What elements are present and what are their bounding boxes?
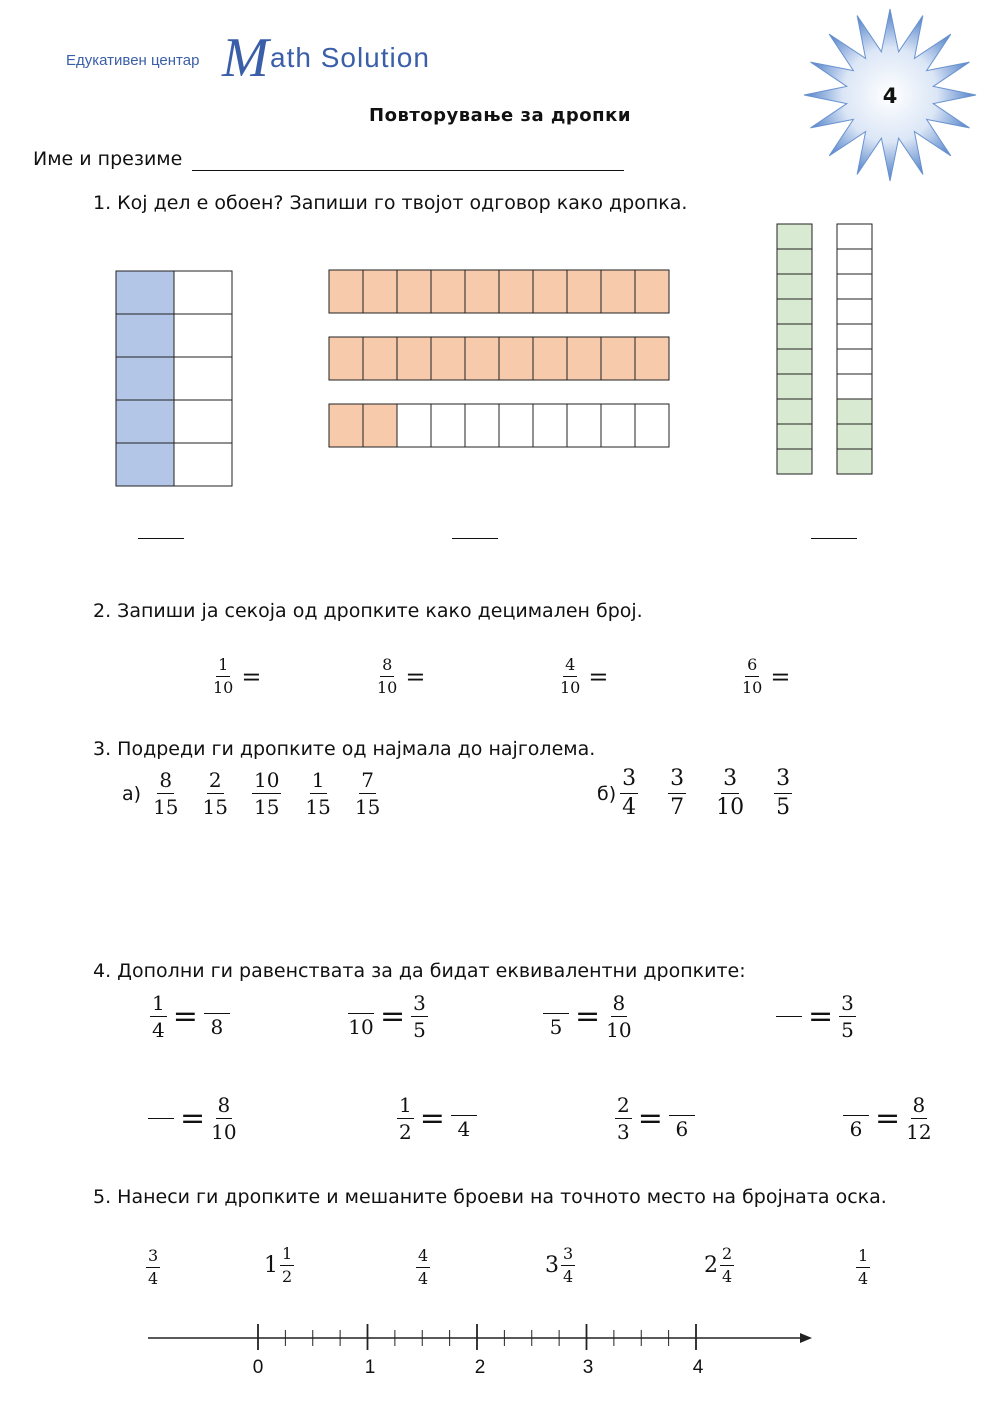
- fraction: $\frac{3}{4}$: [148, 1246, 159, 1288]
- center-label: Едукативен центар: [66, 52, 200, 69]
- answer-line-3[interactable]: [811, 538, 857, 539]
- equals-sign: =: [770, 662, 791, 691]
- equals-sign: =: [380, 999, 406, 1034]
- order-set-b: [597, 768, 792, 819]
- fraction: $\frac{3}{7}$: [670, 766, 685, 820]
- number-item-2[interactable]: [264, 1246, 294, 1285]
- fraction: $\frac{8}{10}$: [377, 655, 398, 697]
- fraction: $\frac{3}{5}$: [776, 766, 791, 820]
- grid-cell: [533, 404, 567, 447]
- fraction: $\frac{10}{15}$: [253, 768, 280, 819]
- grid-cell: [777, 449, 812, 474]
- grid-cell: [397, 270, 431, 313]
- equals-sign: =: [405, 662, 426, 691]
- fraction: $\frac{2}{15}$: [202, 768, 228, 819]
- grid-cell: [777, 374, 812, 399]
- equals-sign: =: [575, 999, 601, 1034]
- grid-cell: [567, 337, 601, 380]
- fraction: $\frac{1}{2}$: [399, 1093, 412, 1144]
- fraction-blank[interactable]: 5: [543, 996, 569, 1037]
- grid-cell: [777, 399, 812, 424]
- grid-cell: [837, 224, 872, 249]
- question-3-text: 3. Подреди ги дропките од најмала до најголема.: [93, 738, 596, 760]
- equation-8[interactable]: [843, 1095, 932, 1142]
- decimal-item-4[interactable]: [742, 657, 790, 696]
- grid-cell: [116, 271, 174, 314]
- grid-cell: [837, 424, 872, 449]
- grid-cell: [431, 270, 465, 313]
- equation-1[interactable]: [150, 993, 230, 1040]
- grid-cell: [329, 404, 363, 447]
- axis-label-4: 4: [692, 1357, 704, 1378]
- whole-part: 2: [704, 1253, 718, 1278]
- axis-label-2: 2: [474, 1357, 486, 1378]
- fraction-blank[interactable]: 4: [451, 1098, 477, 1139]
- name-label: Име и презиме: [33, 148, 183, 170]
- question-2-text: 2. Запиши ја секоја од дропките како децимален број.: [93, 600, 643, 622]
- grid-cell: [363, 404, 397, 447]
- fraction: $\frac{6}{10}$: [742, 655, 763, 697]
- question-1-text: 1. Кој дел е обоен? Запиши го твојот одговор како дропка.: [93, 192, 688, 214]
- whole-part: 3: [545, 1253, 559, 1278]
- question-5-text: 5. Нанеси ги дропките и мешаните броеви на точното место на бројната оска.: [93, 1186, 887, 1208]
- number-item-6[interactable]: [856, 1246, 870, 1287]
- grid-cell: [601, 337, 635, 380]
- equals-sign: =: [588, 662, 609, 691]
- equals-sign: =: [875, 1101, 901, 1136]
- grid-cell: [363, 270, 397, 313]
- grid-cell: [329, 270, 363, 313]
- logo-m: M: [222, 27, 269, 89]
- grid-blue: [110, 265, 240, 493]
- grid-cell: [465, 404, 499, 447]
- grid-cell: [465, 270, 499, 313]
- equals-sign: =: [808, 999, 834, 1034]
- badge-number: 4: [882, 84, 898, 108]
- number-line[interactable]: [140, 1320, 820, 1360]
- grid-cell: [397, 404, 431, 447]
- fraction: $\frac{2}{3}$: [617, 1093, 630, 1144]
- order-set-a: [122, 770, 380, 817]
- fraction-blank[interactable]: 6: [843, 1098, 869, 1139]
- fraction: $\frac{1}{4}$: [152, 991, 165, 1042]
- fraction: $\frac{1}{2}$: [282, 1244, 293, 1286]
- grid-cell: [397, 337, 431, 380]
- grid-cell: [533, 270, 567, 313]
- axis-label-1: 1: [364, 1357, 376, 1378]
- number-item-1[interactable]: [146, 1246, 160, 1287]
- grid-cell: [329, 337, 363, 380]
- decimal-item-3[interactable]: [560, 657, 608, 696]
- grid-cell: [777, 299, 812, 324]
- grid-cell: [777, 224, 812, 249]
- number-item-5[interactable]: [704, 1246, 734, 1285]
- fraction: $\frac{8}{10}$: [606, 991, 632, 1042]
- grid-cell: [499, 270, 533, 313]
- grid-cell: [431, 337, 465, 380]
- grid-cell: [837, 374, 872, 399]
- grid-cell: [777, 324, 812, 349]
- number-item-3[interactable]: [416, 1246, 430, 1287]
- equation-6[interactable]: [397, 1095, 477, 1142]
- logo-text: ath Solution: [270, 42, 430, 73]
- fraction: $\frac{8}{10}$: [211, 1093, 237, 1144]
- decimal-item-2[interactable]: [377, 657, 425, 696]
- grid-cell: [837, 449, 872, 474]
- number-item-4[interactable]: [545, 1246, 575, 1285]
- whole-part: 1: [264, 1253, 278, 1278]
- grid-cell: [116, 400, 174, 443]
- grid-cell: [635, 404, 669, 447]
- grid-cell: [777, 349, 812, 374]
- equals-sign: =: [637, 1101, 663, 1136]
- grid-cell: [635, 337, 669, 380]
- equation-7[interactable]: [615, 1095, 695, 1142]
- fraction: $\frac{4}{4}$: [418, 1246, 429, 1288]
- equation-3[interactable]: [543, 993, 632, 1040]
- fraction: $\frac{3}{4}$: [563, 1244, 574, 1286]
- grid-cell: [465, 337, 499, 380]
- answer-line-2[interactable]: [452, 538, 498, 539]
- grid-cell: [174, 271, 232, 314]
- grid-cell: [116, 443, 174, 486]
- equals-sign: =: [172, 999, 198, 1034]
- grid-cell: [567, 404, 601, 447]
- grid-cell: [777, 274, 812, 299]
- decimal-item-1[interactable]: [213, 657, 261, 696]
- fraction: $\frac{3}{5}$: [413, 991, 426, 1042]
- grid-cell: [174, 400, 232, 443]
- grid-cell: [116, 357, 174, 400]
- equals-sign: =: [180, 1101, 206, 1136]
- grid-cell: [601, 270, 635, 313]
- grid-cell: [174, 357, 232, 400]
- fraction-blank[interactable]: [776, 999, 802, 1034]
- grid-cell: [635, 270, 669, 313]
- fraction-blank[interactable]: 8: [204, 996, 230, 1037]
- grid-cell: [837, 299, 872, 324]
- grid-cell: [837, 324, 872, 349]
- grid-cell: [777, 249, 812, 274]
- fraction-blank[interactable]: 10: [348, 996, 374, 1037]
- fraction: $\frac{1}{4}$: [858, 1246, 869, 1288]
- fraction: $\frac{2}{4}$: [722, 1244, 733, 1286]
- grid-cell: [601, 404, 635, 447]
- grid-cell: [499, 337, 533, 380]
- answer-line-1[interactable]: [138, 538, 184, 539]
- grid-cell: [777, 424, 812, 449]
- equation-2[interactable]: [348, 993, 428, 1040]
- grid-cell: [431, 404, 465, 447]
- question-4-text: 4. Дополни ги равенствата за да бидат еквивалентни дропките:: [93, 960, 746, 982]
- grid-cell: [837, 349, 872, 374]
- grid-cell: [116, 314, 174, 357]
- fraction: $\frac{3}{10}$: [716, 766, 745, 820]
- name-answer-line[interactable]: [192, 170, 624, 171]
- grid-cell: [363, 337, 397, 380]
- grid-cell: [837, 399, 872, 424]
- axis-label-3: 3: [582, 1357, 594, 1378]
- equals-sign: =: [419, 1101, 445, 1136]
- label-b: б): [597, 782, 617, 805]
- fraction: $\frac{4}{10}$: [560, 655, 581, 697]
- fraction: $\frac{8}{15}$: [153, 768, 179, 819]
- fraction: $\frac{3}{5}$: [841, 991, 854, 1042]
- equation-5[interactable]: [148, 1095, 237, 1142]
- equals-sign: =: [241, 662, 262, 691]
- fraction: $\frac{7}{15}$: [354, 768, 381, 819]
- fraction-blank[interactable]: 6: [669, 1098, 695, 1139]
- grid-cell: [837, 274, 872, 299]
- equation-4[interactable]: [776, 993, 856, 1040]
- grid-orange: [325, 265, 675, 455]
- fraction: $\frac{1}{10}$: [213, 655, 234, 697]
- grid-cell: [533, 337, 567, 380]
- grid-green: [772, 220, 882, 480]
- fraction: $\frac{1}{15}$: [305, 768, 331, 819]
- grid-cell: [837, 249, 872, 274]
- grid-cell: [174, 443, 232, 486]
- fraction-blank[interactable]: [148, 1101, 174, 1136]
- grid-cell: [499, 404, 533, 447]
- grid-cell: [174, 314, 232, 357]
- fraction: $\frac{8}{12}$: [906, 1093, 932, 1144]
- axis-arrow-icon: [800, 1333, 812, 1343]
- grid-cell: [567, 270, 601, 313]
- fraction: $\frac{3}{4}$: [622, 766, 637, 820]
- axis-label-0: 0: [252, 1357, 264, 1378]
- page-title: Повторување за дропки: [369, 105, 631, 126]
- label-a: а): [122, 782, 142, 805]
